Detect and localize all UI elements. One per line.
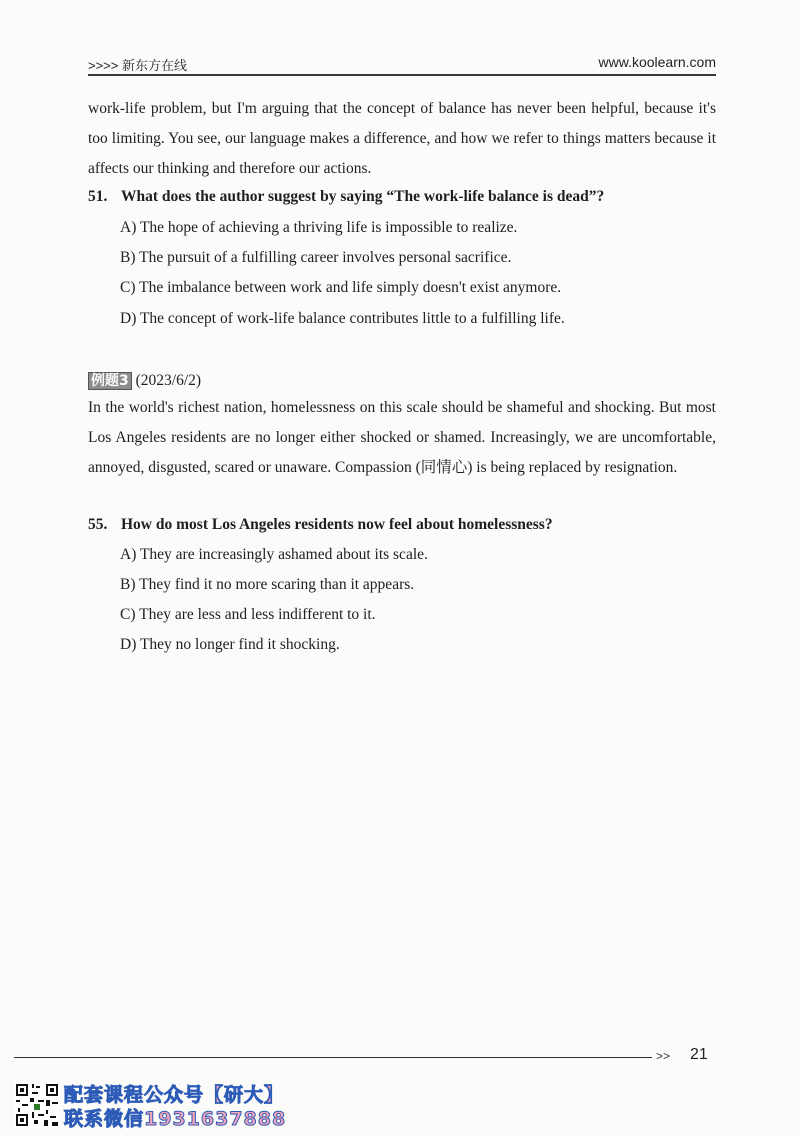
page-header xyxy=(88,52,716,76)
question-55 xyxy=(88,516,716,534)
question-51-option-d: D) The concept of work-life balance contributes little to a fulfilling life. xyxy=(120,310,565,327)
example-tag: 例题3 xyxy=(88,372,132,390)
passage-1: work-life problem, but I'm arguing that the concept of balance has never been helpful, because it's too limiting. You see, our language makes a difference, and how we refer to things matters because it affects our thinking and therefore our actions. xyxy=(88,100,716,177)
qr-code-icon xyxy=(14,1082,60,1128)
header-website: www.koolearn.com xyxy=(598,54,716,70)
question-51-number: 51. xyxy=(88,188,108,205)
question-55-option-d: D) They no longer find it shocking. xyxy=(120,636,340,653)
footer-rule xyxy=(14,1057,652,1058)
header-publisher: >>>> 新东方在线 xyxy=(88,58,187,73)
question-55-option-c: C) They are less and less indifferent to it. xyxy=(120,606,376,623)
question-51-text: What does the author suggest by saying “The work-life balance is dead”? xyxy=(121,188,605,205)
question-51-option-a: A) The hope of achieving a thriving life is impossible to realize. xyxy=(120,219,518,236)
question-55-option-a: A) They are increasingly ashamed about its scale. xyxy=(120,546,428,563)
question-55-text: How do most Los Angeles residents now feel about homelessness? xyxy=(121,516,553,533)
example-date: (2023/6/2) xyxy=(135,372,202,389)
page-number: 21 xyxy=(690,1046,708,1063)
question-55-number: 55. xyxy=(88,516,108,533)
footer-arrows: >> xyxy=(656,1049,671,1063)
question-55-option-b: B) They find it no more scaring than it appears. xyxy=(120,576,415,593)
question-51 xyxy=(88,188,716,206)
passage-2: In the world's richest nation, homelessness on this scale should be shameful and shocking. But most Los Angeles residents are no longer either shocked or shamed. Increasingly, we are uncomfortable, annoyed, disgusted, scared or unaware. Compassion (同情心) is being replaced by resignation. xyxy=(88,399,716,476)
promo-line-1: 配套课程公众号【研大】 xyxy=(64,1084,285,1106)
promo-line-2: 联系微信1931637888 xyxy=(64,1108,287,1130)
example-label xyxy=(88,370,201,390)
question-51-option-b: B) The pursuit of a fulfilling career involves personal sacrifice. xyxy=(120,249,512,266)
question-51-option-c: C) The imbalance between work and life simply doesn't exist anymore. xyxy=(120,279,562,296)
